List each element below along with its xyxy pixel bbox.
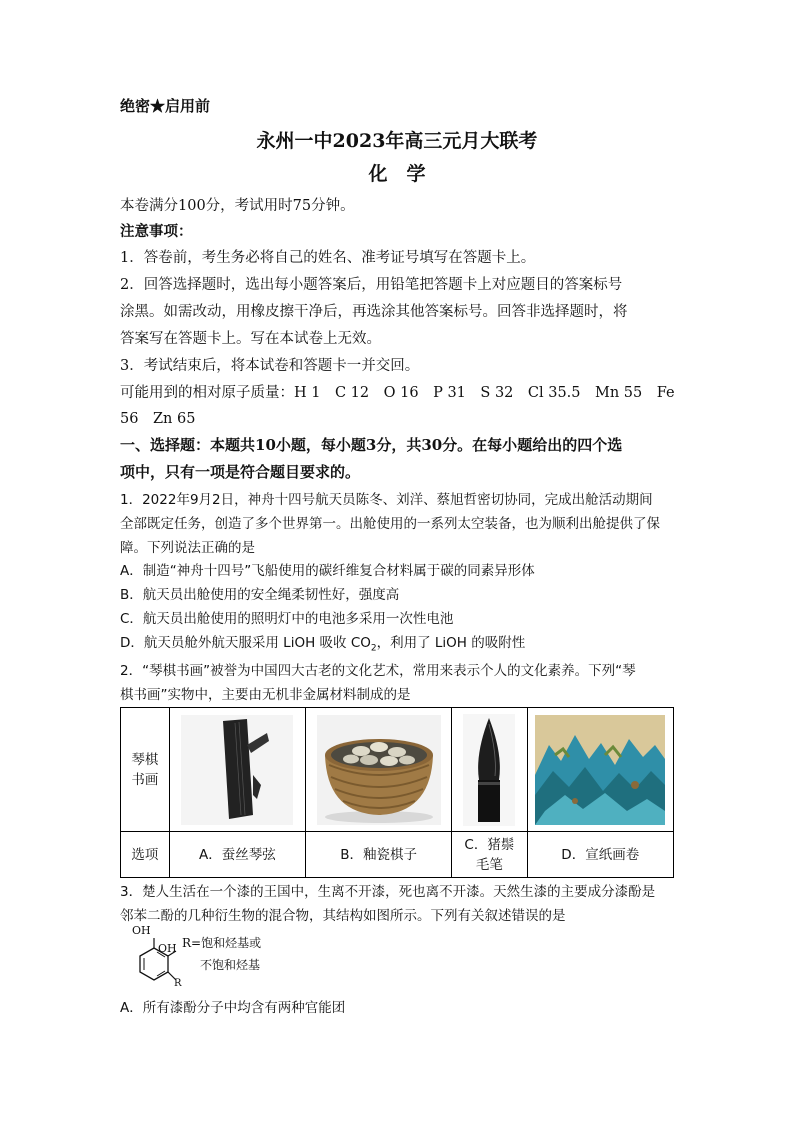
atomic-mass-line-1: 可能用到的相对原子质量：H 1 C 12 O 16 P 31 S 32 Cl 35.5 Mn 55 Fe xyxy=(120,385,675,401)
option-b-label: B．釉瓷棋子 xyxy=(306,832,452,878)
q1-option-b: B．航天员出舱使用的安全绳柔韧性好，强度高 xyxy=(120,587,400,603)
q1-option-c: C．航天员出舱使用的照明灯中的电池多采用一次性电池 xyxy=(120,611,454,627)
notice-item-2-line-3: 答案写在答题卡上。写在本试卷上无效。 xyxy=(120,331,381,347)
subject-title: 化 学 xyxy=(368,163,426,185)
q1-stem-line-1: 1．2022年9月2日，神舟十四号航天员陈冬、刘洋、蔡旭哲密切协同，完成出舱活动期间 xyxy=(120,492,653,508)
option-c-label: C．猪鬃 毛笔 xyxy=(452,832,527,878)
notice-item-1: 1．答卷前，考生务必将自己的姓名、准考证号填写在答题卡上。 xyxy=(120,250,536,266)
q2-stem-line-2: 棋书画”实物中，主要由无机非金属材料制成的是 xyxy=(120,687,411,703)
intro-text: 本卷满分100分，考试用时75分钟。 xyxy=(120,198,355,214)
r-note-line-2: 不饱和烃基 xyxy=(200,958,261,972)
notice-item-2-line-2: 涂黑。如需改动，用橡皮擦干净后，再选涂其他答案标号。回答非选择题时，将 xyxy=(120,304,628,320)
notice-heading: 注意事项： xyxy=(120,223,193,240)
q1-option-d: D．航天员舱外航天服采用 LiOH 吸收 $CO_2$，利用了 LiOH 的吸附性 xyxy=(120,635,526,654)
row-label-options: 选项 xyxy=(121,832,170,878)
q3-stem-line-2: 邻苯二酚的几种衍生物的混合物，其结构如图所示。下列有关叙述错误的是 xyxy=(120,908,566,924)
q3-option-a: A．所有漆酚分子中均含有两种官能团 xyxy=(120,1000,346,1016)
option-d-label: D．宣纸画卷 xyxy=(527,832,673,878)
q2-stem-line-1: 2．“琴棋书画”被誉为中国四大古老的文化艺术，常用来表示个人的文化素养。下列“琴 xyxy=(120,663,636,679)
notice-item-3: 3．考试结束后，将本试卷和答题卡一并交回。 xyxy=(120,358,420,374)
q1-stem-line-2: 全部既定任务，创造了多个世界第一。出舱使用的一系列太空装备，也为顺利出舱提供了保 xyxy=(120,516,660,532)
urushiol-structure xyxy=(118,924,288,996)
landscape-painting-image xyxy=(527,708,673,832)
oh-label-top: OH xyxy=(132,924,151,937)
r-note-line-1: R=饱和烃基或 xyxy=(182,936,262,950)
row-label-items: 琴棋 书画 xyxy=(121,708,170,832)
r-label: R xyxy=(174,978,182,989)
section-1-heading-line-2: 项中，只有一项是符合题目要求的。 xyxy=(120,463,361,481)
option-a-label: A．蚕丝琴弦 xyxy=(169,832,305,878)
guqin-image xyxy=(169,708,305,832)
section-1-heading-line-1: 一、选择题：本题共10小题，每小题3分，共30分。在每小题给出的四个选 xyxy=(120,436,623,454)
atomic-mass-line-2: 56 Zn 65 xyxy=(120,411,196,427)
oh-label-side: OH xyxy=(158,942,177,955)
q1-option-a: A．制造“神舟十四号”飞船使用的碳纤维复合材料属于碳的同素异形体 xyxy=(120,563,535,579)
brush-image xyxy=(452,708,527,832)
q3-stem-line-1: 3．楚人生活在一个漆的王国中，生离不开漆，死也离不开漆。天然生漆的主要成分漆酚是 xyxy=(120,884,656,900)
confidential-label: 绝密★启用前 xyxy=(120,97,211,115)
exam-title: 永州一中2023年高三元月大联考 xyxy=(256,130,538,152)
q2-options-table xyxy=(120,707,674,878)
go-stones-bowl-image xyxy=(306,708,452,832)
q1-stem-line-3: 障。下列说法正确的是 xyxy=(120,540,255,556)
notice-item-2-line-1: 2．回答选择题时，选出每小题答案后，用铅笔把答题卡上对应题目的答案标号 xyxy=(120,277,623,293)
